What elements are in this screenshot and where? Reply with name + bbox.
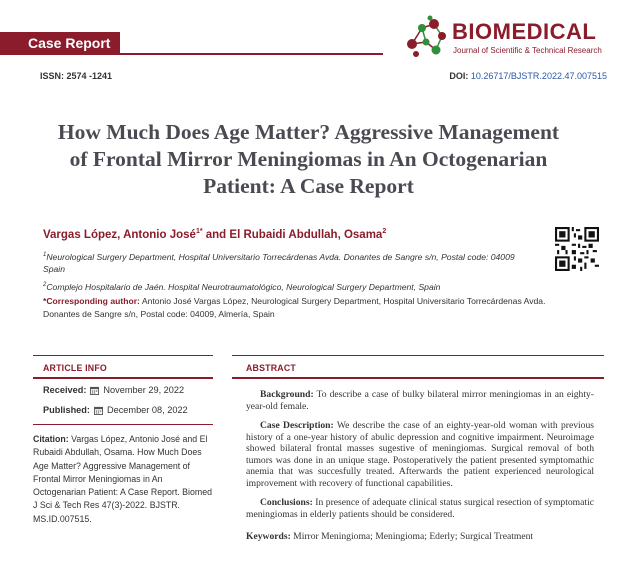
affiliation-1 — [43, 249, 543, 275]
article-info-heading: ARTICLE INFO — [43, 363, 107, 373]
issn: ISSN: 2574 -1241 — [40, 71, 113, 81]
background-label: Background: — [260, 389, 314, 400]
aff1-line1: Neurological Surgery Department, Hospital Universitario Torrecárdenas Avda. Donantes de Sangre s/n, Postal code: 04009 — [46, 251, 515, 262]
aff2-sup: 2 — [43, 282, 47, 288]
corresponding-author — [43, 295, 563, 320]
logo-wordmark: BIOMEDICAL — [452, 19, 597, 44]
doi-label: DOI: — [449, 71, 469, 81]
title-line-2: of Frontal Mirror Meningiomas in An Octogenarian — [69, 147, 548, 171]
abstract-conclusions — [246, 497, 594, 520]
author-2-sup: 2 — [382, 228, 387, 235]
published-line — [43, 405, 188, 415]
abstract-case-description — [246, 420, 594, 490]
keywords — [246, 531, 533, 542]
author-1: Vargas López, Antonio José — [43, 228, 196, 241]
header-divider — [120, 53, 383, 55]
received-date: November 29, 2022 — [103, 385, 185, 395]
abstract-heading: ABSTRACT — [246, 363, 296, 373]
article-info-bottom-rule — [33, 377, 213, 379]
case-report-tab: Case Report — [0, 32, 120, 55]
aff1-sup: 1 — [43, 252, 47, 258]
article-title — [30, 119, 587, 200]
keywords-text: Mirror Meningioma; Meningioma; Ederly; Surgical Treatment — [290, 531, 534, 542]
title-line-1: How Much Does Age Matter? Aggressive Management — [57, 120, 560, 144]
author-1-sup: 1* — [195, 228, 203, 235]
citation-label: Citation: — [33, 434, 69, 444]
background-text: To describe a case of bulky bilateral mirror meningiomas in an eighty-year-old female. — [246, 389, 594, 412]
published-date: December 08, 2022 — [106, 405, 188, 415]
corr-text: Antonio José Vargas López, Neurological Surgery Department, Hospital Universitario Torrecárdenas Avda. Donantes de Sangre s/n, Postal code: 04009, Almería, Spain — [43, 296, 546, 319]
aff1-line2: Spain — [43, 263, 65, 274]
received-label: Received: — [43, 385, 87, 395]
article-info-top-rule — [33, 355, 213, 356]
published-label: Published: — [43, 405, 90, 415]
case-text: We describe the case of an eighty-year-old woman with previous history of a one-year history of abulic depression and cognitive impairment. Neuroimage showed bilateral frontal masses sugestive of meningiomas. Surgical removal of both tumors was done in an unique stage. Postoperatively the patient presented symptomathic anemia that was succesfully treated. Afterwards the patient experienced neurological improvement with recovery of functional capabilities. — [246, 420, 594, 489]
conclusions-text: In presence of adequate clinical status surgical resection of symptomatic meningiomas in elderly patients should be considered. — [246, 497, 594, 520]
authors — [43, 228, 386, 241]
abstract-bottom-rule — [232, 377, 604, 379]
doi — [449, 71, 607, 81]
citation-text: Vargas López, Antonio José and El Rubaidi Abdullah, Osama. How Much Does Age Matter? Aggressive Management of Frontal Mirror Meningiomas in An Octogenarian Patient: A Case Report. Biomed J Sci & Tech Res 47(3)-2022. BJSTR. MS.ID.007515. — [33, 434, 212, 524]
received-line — [43, 385, 184, 395]
journal-logo — [404, 14, 614, 62]
aff2-text: Complejo Hospitalario de Jaén. Hospital Neurotraumatológico, Neurological Surgery Department, Spain — [46, 281, 441, 292]
biomedical-logo-icon — [404, 14, 450, 60]
calendar-icon — [94, 406, 103, 415]
qr-code — [555, 227, 599, 271]
affiliation-2 — [43, 279, 440, 293]
author-2: and El Rubaidi Abdullah, Osama — [202, 228, 383, 241]
logo-tagline: Journal of Scientific & Technical Research — [453, 46, 602, 55]
conclusions-label: Conclusions: — [260, 497, 313, 508]
keywords-label: Keywords: — [246, 531, 291, 542]
corr-label: *Corresponding author: — [43, 296, 140, 306]
calendar-icon — [90, 386, 99, 395]
abstract-background — [246, 389, 594, 412]
citation — [33, 433, 213, 526]
title-line-3: Patient: A Case Report — [203, 174, 414, 198]
abstract-top-rule — [232, 355, 604, 356]
citation-rule — [33, 424, 213, 425]
case-label: Case Description: — [260, 420, 334, 431]
doi-link[interactable]: 10.26717/BJSTR.2022.47.007515 — [470, 71, 607, 81]
